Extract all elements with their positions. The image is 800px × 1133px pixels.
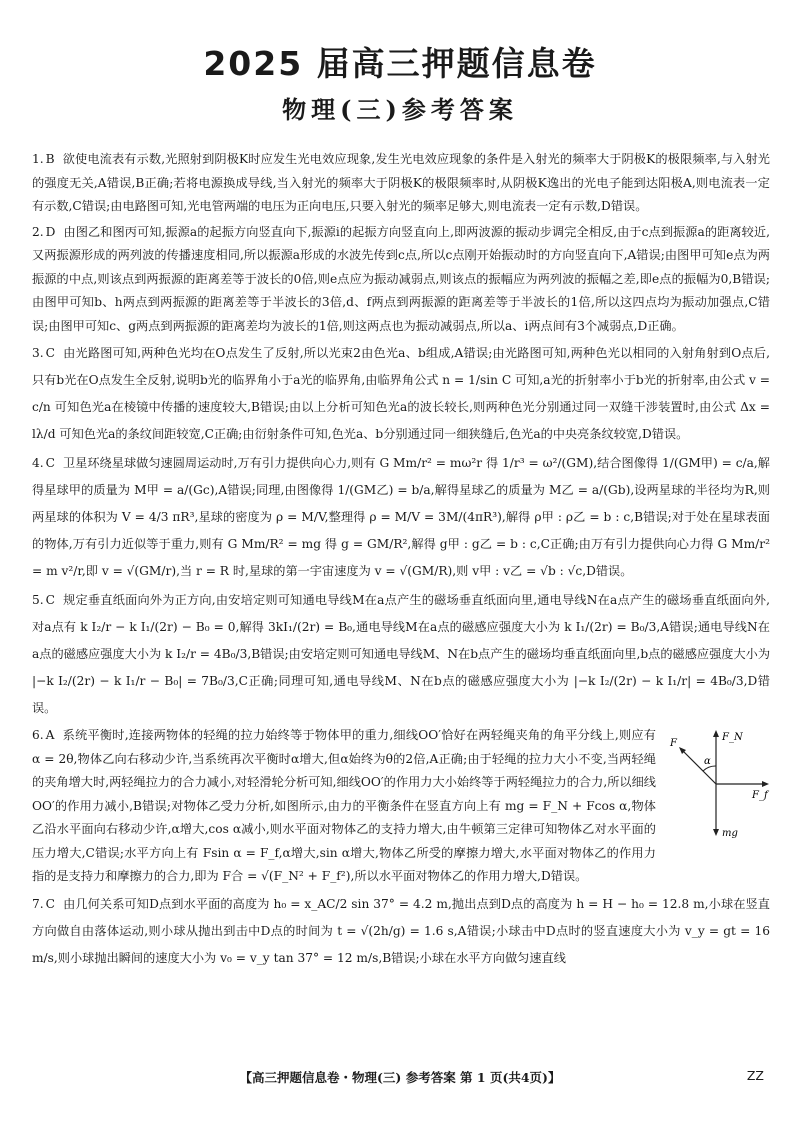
item-explanation: 欲使电流表有示数,光照射到阴极K时应发生光电效应现象,发生光电效应现象的条件是入射光的频率大于阴极K的极限频率,与入射光的强度无关,A错误,B正确;若将电源换成导线,当入射光的频率大于阴极K的极限频率时,从阴极K逸出的光电子能到达阳极A,则电流表一定有示数,C错误;由电路图可知,光电管两端的电压为正向电压,只要入射光的频率足够大,则电流表一定有示数,D错误。 [32,152,770,213]
item-answer: A [45,728,55,742]
fn-arrowhead [713,730,719,737]
item-number: 2. [32,224,44,239]
mg-arrowhead [713,829,719,836]
item-number: 1. [32,152,44,166]
item-explanation: 由光路图可知,两种色光均在O点发生了反射,所以光束2由色光a、b组成,A错误;由光路图可知,两种色光以相同的入射角射到O点后,只有b光在O点发生全反射,说明b光的临界角小于a光的临界角,由临界角公式 n = 1/sin C 可知,a光的折射率小于b光的折射率,由公式 v = c/n 可知色光a在棱镜中传播的速度较大,B错误;由以上分析可知色光a的波长较长,则两种色光分别通过同一双缝干涉装置时,由公式 Δx = lλ/d 可知色光a的条纹间距较宽,C正确;由衍射条件可知,色光a、b分别通过同一细狭缝后,色光a的中央亮条纹较宽,D错误。 [32,346,770,441]
item-answer: C [45,593,55,607]
ff-label: F_f [752,790,768,801]
item-answer: C [45,456,55,470]
fn-label: F_N [722,732,743,743]
item-number: 6. [32,728,44,742]
item-explanation: 卫星环绕星球做匀速圆周运动时,万有引力提供向心力,则有 G Mm/r² = mω²r 得 1/r³ = ω²/(GM),结合图像得 1/(GM甲) = c/a,解得星球甲的质量为 M甲 = a/(Gc),A错误;同理,由图像得 1/(GM乙) = b/a,解得星球乙的质量为 M乙 = a/(Gb),设两星球的半径均为R,则两星球的体积为 V = 4/3 πR³,星球的密度为 ρ = M/V,整理得 ρ = M/V = 3M/(4πR³),解得 ρ甲 : ρ乙 = b : c,B错误;对于处在星球表面的物体,万有引力近似等于重力,则有 G Mm/R² = mg 得 g = GM/R²,解得 g甲 : g乙 = b : c,C正确;由万有引力提供向心力得 G Mm/r² = m v²/r,即 v = √(GM/r),当 r = R 时,星球的第一宇宙速度为 v = √(GM/R),则 v甲 : v乙 = √b : √c,D错误。 [32,456,770,578]
item-explanation: 规定垂直纸面向外为正方向,由安培定则可知通电导线M在a点产生的磁场垂直纸面向里,通电导线N在a点产生的磁场垂直纸面向外,对a点有 k I₂/r − k I₁/(2r) − B₀ = 0,解得 3kI₁/(2r) = B₀,通电导线M在a点的磁感应强度大小为 k I₁/(2r) = B₀/3,A错误;通电导线N在a点的磁感应强度大小为 k I₂/r = 4B₀/3,B错误;由安培定则可知通电导线M、N在b点产生的磁场均垂直纸面向里,b点的磁感应强度大小为 |−k I₂/(2r) − k I₁/r − B₀| = 7B₀/3,C正确;同理可知,通电导线M、N在b点的磁感应强度大小为 |−k I₂/(2r) − k I₁/r| = 4B₀/3,D错误。 [32,593,771,715]
force-diagram [662,726,770,842]
answer-list [32,148,770,974]
f-label: F [670,738,677,749]
force-diagram-svg [662,726,770,842]
page-footer: 【高三押题信息卷・物理(三) 参考答案 第 1 页(共4页)】 [239,1070,561,1085]
mg-label: mg [722,828,738,839]
answer-item-4 [32,450,770,585]
item-answer: C [45,346,55,360]
item-answer: D [45,224,56,239]
page-title: 2025 届高三押题信息卷 [203,44,597,83]
answer-item-3 [32,340,770,448]
item-number: 4. [32,456,44,470]
page-subtitle: 物理(三)参考答案 [282,95,518,124]
ff-arrowhead [762,781,769,787]
answer-item-1 [32,148,770,219]
item-number: 7. [32,896,44,911]
answer-item-5 [32,587,770,722]
item-number: 5. [32,593,44,607]
f-arrow [682,750,716,784]
answer-item-7 [32,891,770,972]
answer-item-2 [32,221,770,339]
item-explanation: 由几何关系可知D点到水平面的高度为 h₀ = x_AC/2 sin 37° = 4.2 m,抛出点到D点的高度为 h = H − h₀ = 12.8 m,小球在竖直方向做自由落体运动,则小球从抛出到击中D点的时间为 t = √(2h/g) = 1.6 s,A错误;小球击中D点时的竖直速度大小为 v_y = gt = 16 m/s,则小球抛出瞬间的速度大小为 v₀ = v_y tan 37° = 12 m/s,B错误;小球在水平方向做匀速直线 [32,896,770,965]
answer-item-6 [32,724,770,889]
item-answer: C [45,896,55,911]
item-explanation: 由图乙和图丙可知,振源a的起振方向竖直向下,振源i的起振方向竖直向上,即两波源的振动步调完全相反,由于c点到振源a的距离较近,又两振源形成的两列波的传播速度相同,所以振源a形成的水波先传到c点,所以c点刚开始振动时的方向竖直向下,A错误;由图甲可知e点为两振源的中点,则该点到两振源的距离差等于波长的0倍,则e点应为振动减弱点,则该点的振幅应为两列波的振幅之差,即e点的振幅为0,B错误;由图甲可知b、h两点到两振源的距离差等于半波长的3倍,d、f两点到两振源的距离差等于半波长的1倍,所以这四点均为振动加强点,C错误;由图甲可知c、g两点到两振源的距离差均为波长的1倍,则这两点也为振动减弱点,所以a、i两点间有3个减弱点,D正确。 [32,224,770,333]
item-answer: B [45,152,55,166]
item-number: 3. [32,346,44,360]
footer-code: ZZ [746,1068,764,1083]
item-explanation: 系统平衡时,连接两物体的轻绳的拉力始终等于物体甲的重力,细线OO′恰好在两轻绳夹角的角平分线上,则应有 α = 2θ,物体乙向右移动少许,当系统再次平衡时α增大,但α始终为θ的2倍,A正确;由于轻绳的拉力大小不变,当两轻绳的夹角增大时,两轻绳拉力的合力减小,对轻滑轮分析可知,细线OO′的作用力大小始终等于两轻绳拉力的合力,所以细线OO′的作用力减小,B错误;对物体乙受力分析,如图所示,由力的平衡条件在竖直方向上有 mg = F_N + Fcos α,物体乙沿水平面向右移动少许,α增大,cos α减小,则水平面对物体乙的支持力增大,由牛顿第三定律可知物体乙对水平面的压力增大,C错误;水平方向上有 Fsin α = F_f,α增大,sin α增大,物体乙所受的摩擦力增大,水平面对物体乙的作用力指的是支持力和摩擦力的合力,即为 F合 = √(F_N² + F_f²),所以水平面对物体乙的作用力增大,D错误。 [32,728,656,883]
alpha-label: α [704,756,711,767]
